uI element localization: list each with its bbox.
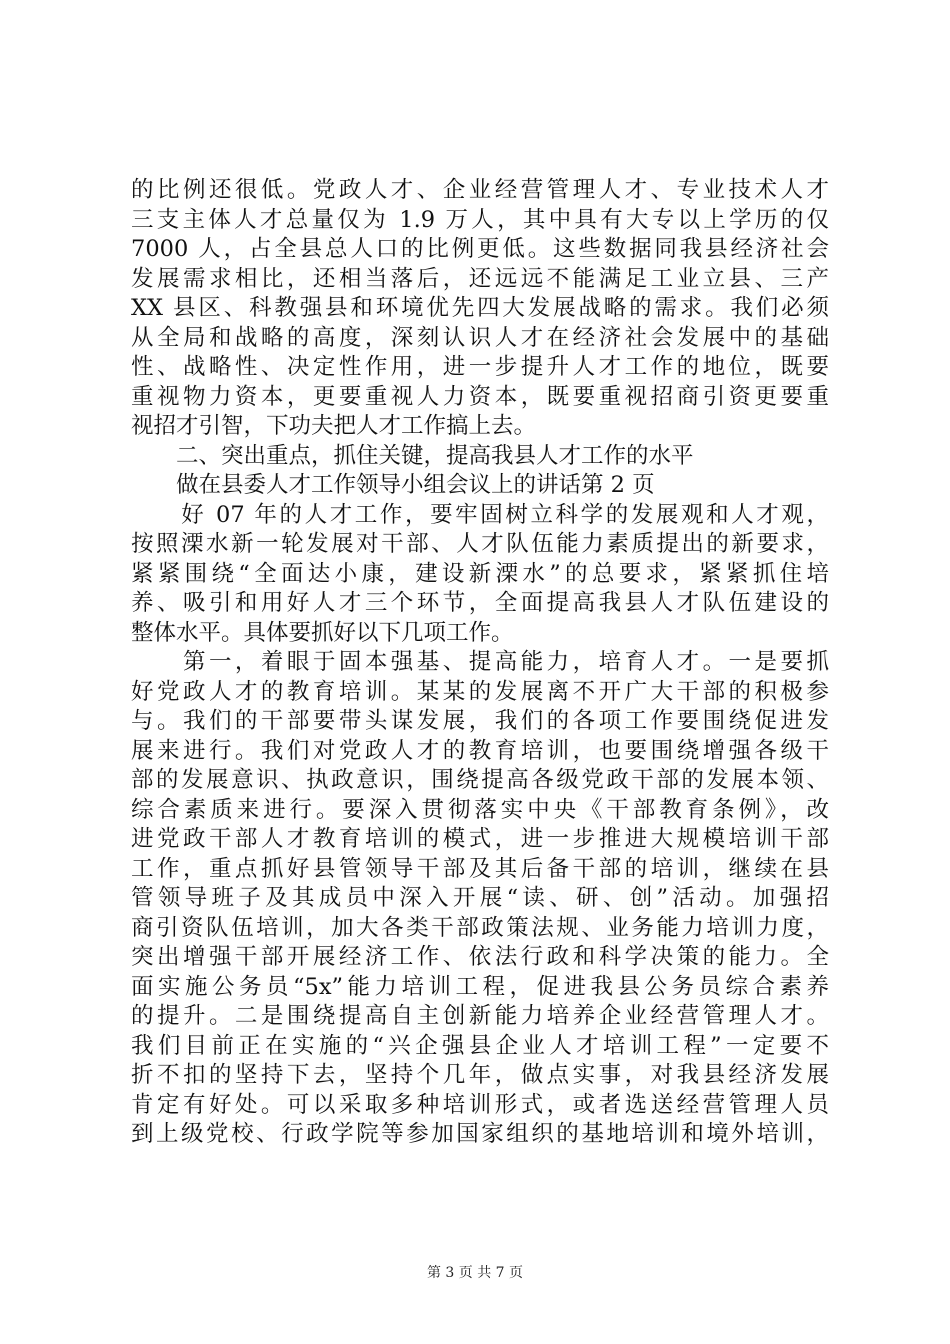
text-line: 进党政干部人才教育培训的模式，进一步推进大规模培训干部: [131, 826, 829, 852]
text-line: 面实施公务员“5x”能力培训工程，促进我县公务员综合素养: [131, 973, 829, 1000]
text-line: 第一，着眼于固本强基、提高能力，培育人才。一是要抓: [131, 649, 829, 675]
text-line: 我们目前正在实施的“兴企强县企业人才培训工程”一定要不: [131, 1032, 829, 1059]
text-line: XX 县区、科教强县和环境优先四大发展战略的需求。我们必须: [131, 295, 829, 321]
text-line: 管领导班子及其成员中深入开展“读、研、创”活动。加强招: [131, 885, 829, 911]
text-line: 折不扣的坚持下去，坚持个几年，做点实事，对我县经济发展: [131, 1062, 829, 1088]
text-line: 从全局和战略的高度，深刻认识人才在经济社会发展中的基础: [131, 324, 829, 351]
text-line: 二、突出重点，抓住关键，提高我县人才工作的水平: [131, 442, 694, 469]
text-line: 到上级党校、行政学院等参加国家组织的基地培训和境外培训，: [131, 1121, 829, 1147]
text-line: 工作，重点抓好县管领导干部及其后备干部的培训，继续在县: [131, 855, 829, 882]
text-line: 的提升。二是围绕提高自主创新能力培养企业经营管理人才。: [131, 1003, 829, 1029]
text-line: 视招才引智，下功夫把人才工作搞上去。: [131, 413, 537, 439]
text-line: 性、战略性、决定性作用，进一步提升人才工作的地位，既要: [131, 354, 829, 380]
text-line: 好 07 年的人才工作，要牢固树立科学的发展观和人才观，: [131, 501, 829, 528]
text-line: 三支主体人才总量仅为 1.9 万人，其中具有大专以上学历的仅: [131, 206, 829, 233]
text-line: 展来进行。我们对党政人才的教育培训，也要围绕增强各级干: [131, 737, 829, 764]
text-line: 肯定有好处。可以采取多种培训形式，或者选送经营管理人员: [131, 1091, 829, 1118]
text-line: 养、吸引和用好人才三个环节，全面提高我县人才队伍建设的: [131, 590, 829, 616]
text-line: 综合素质来进行。要深入贯彻落实中央《干部教育条例》，改: [131, 796, 829, 823]
text-line: 部的发展意识、执政意识，围绕提高各级党政干部的发展本领、: [131, 767, 829, 793]
text-line: 做在县委人才工作领导小组会议上的讲话第 2 页: [131, 472, 655, 498]
document-body: [131, 176, 829, 1150]
text-line: 的比例还很低。党政人才、企业经营管理人才、专业技术人才: [131, 177, 829, 203]
text-line: 7000 人，占全县总人口的比例更低。这些数据同我县经济社会: [131, 236, 829, 262]
text-line: 整体水平。具体要抓好以下几项工作。: [131, 619, 514, 646]
text-line: 商引资队伍培训，加大各类干部政策法规、业务能力培训力度，: [131, 914, 829, 941]
text-line: 紧紧围绕“全面达小康，建设新溧水”的总要求，紧紧抓住培: [131, 560, 829, 587]
text-line: 发展需求相比，还相当落后，还远远不能满足工业立县、三产: [131, 265, 829, 292]
text-line: 好党政人才的教育培训。某某的发展离不开广大干部的积极参: [131, 678, 829, 705]
text-line: 按照溧水新一轮发展对干部、人才队伍能力素质提出的新要求，: [131, 531, 829, 557]
page-number-footer: 第 3 页 共 7 页: [426, 1265, 524, 1281]
text-line: 重视物力资本，更要重视人力资本，既要重视招商引资更要重: [131, 383, 829, 410]
text-line: 突出增强干部开展经济工作、依法行政和科学决策的能力。全: [131, 944, 829, 970]
text-line: 与。我们的干部要带头谋发展，我们的各项工作要围绕促进发: [131, 708, 829, 734]
